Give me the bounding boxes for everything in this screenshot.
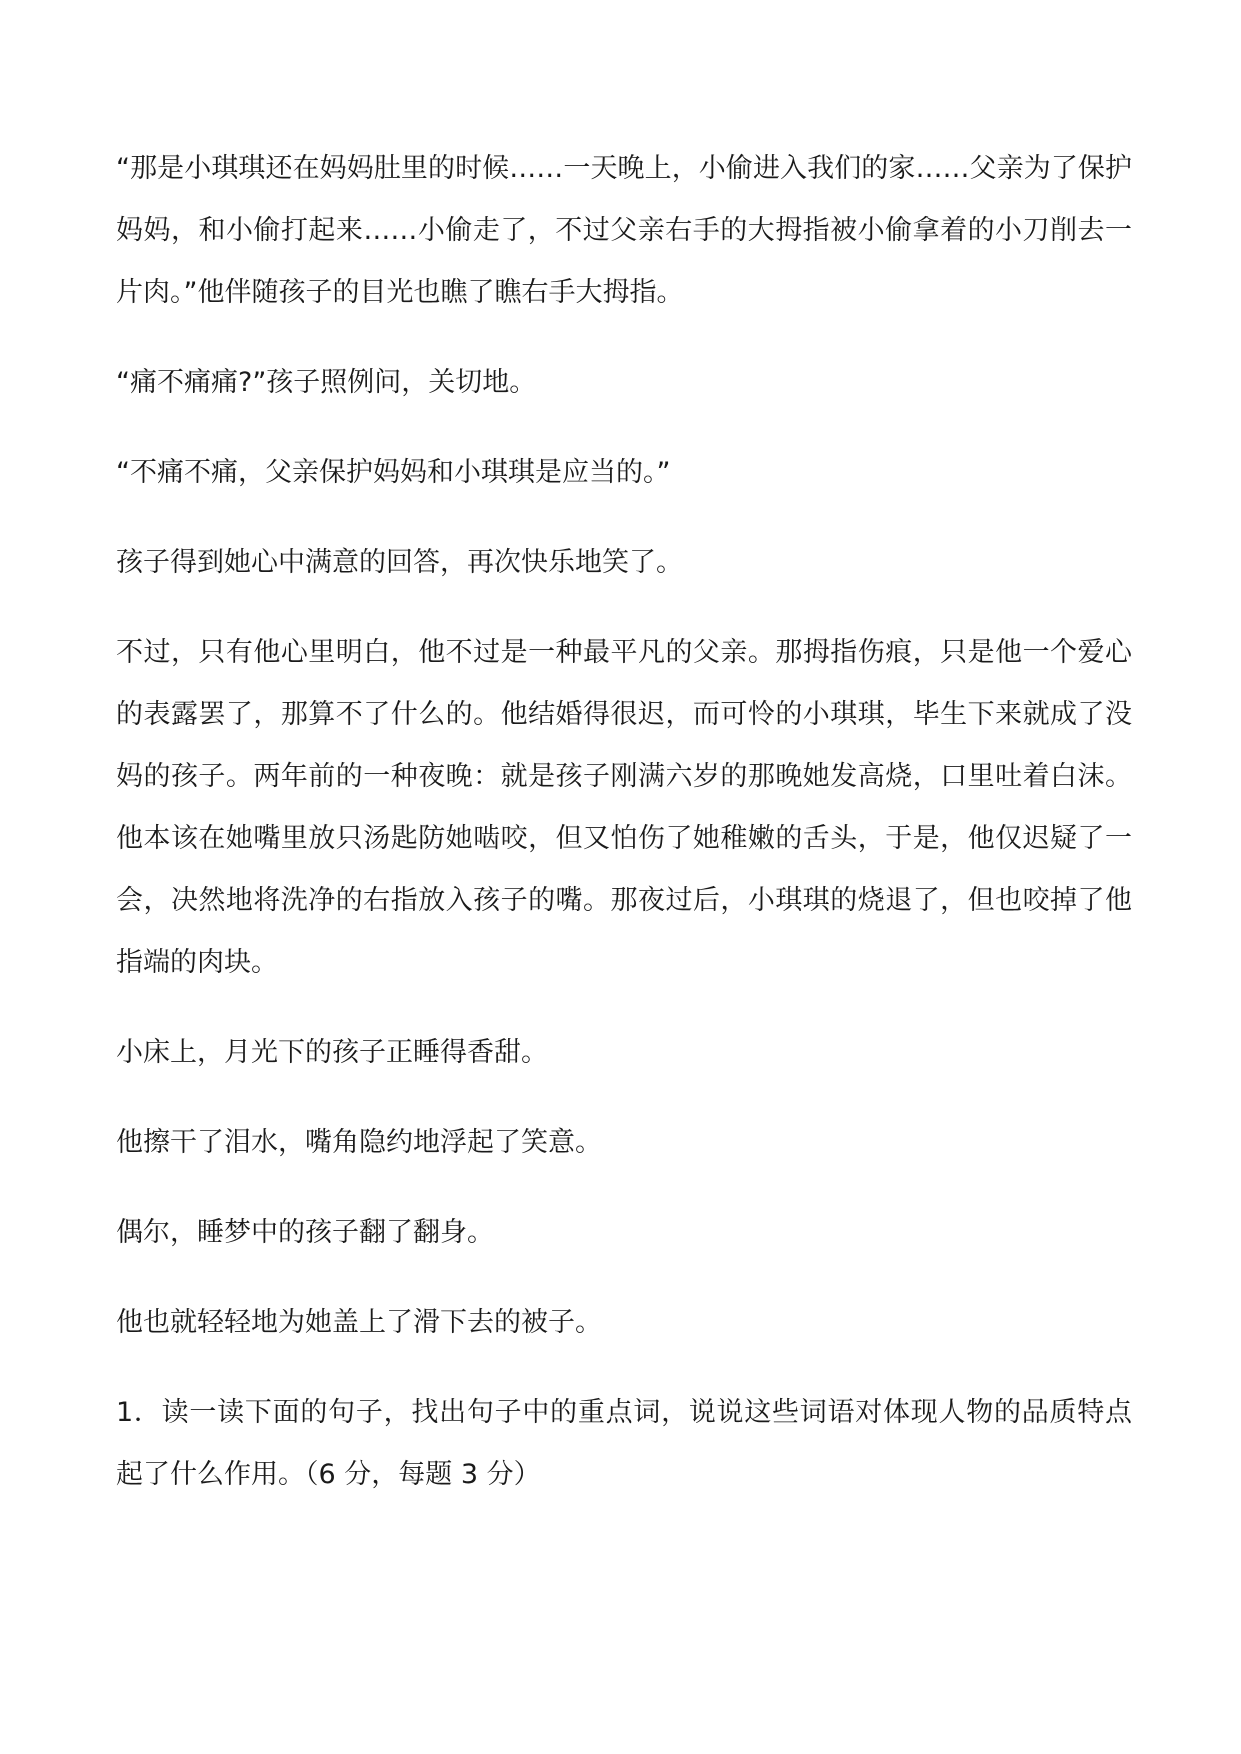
paragraph-covers-quilt: 他也就轻轻地为她盖上了滑下去的被子。 bbox=[116, 1307, 602, 1338]
paragraph-sleeping-child: 小床上，月光下的孩子正睡得香甜。 bbox=[116, 1037, 548, 1068]
paragraph-child-turns: 偶尔，睡梦中的孩子翻了翻身。 bbox=[116, 1217, 494, 1248]
paragraph-father-answer: “不痛不痛，父亲保护妈妈和小琪琪是应当的。” bbox=[116, 457, 671, 488]
paragraph-truth: 不过，只有他心里明白，他不过是一种最平凡的父亲。那拇指伤痕，只是他一个爱心的表露罢了，那算不了什么的。他结婚得很迟，而可怜的小琪琪，毕生下来就成了没妈的孩子。两年前的一种夜晚：就是孩子刚满六岁的那晚她发高烧，口里吐着白沫。他本该在她嘴里放只汤匙防她啮咬，但又怕伤了她稚嫩的舌头，于是，他仅迟疑了一会，决然地将洗净的右指放入孩子的嘴。那夜过后，小琪琪的烧退了，但也咬掉了他指端的肉块。 bbox=[116, 637, 1132, 978]
paragraph-child-question: “痛不痛痛?”孩子照例问，关切地。 bbox=[116, 367, 537, 398]
paragraph-child-laughs: 孩子得到她心中满意的回答，再次快乐地笑了。 bbox=[116, 547, 683, 578]
document-page bbox=[116, 138, 1132, 1534]
paragraph-story-thumb: “那是小琪琪还在妈妈肚里的时候……一天晚上，小偷进入我们的家……父亲为了保护妈妈，和小偷打起来……小偷走了，不过父亲右手的大拇指被小偷拿着的小刀削去一片肉。”他伴随孩子的目光也瞧了瞧右手大拇指。 bbox=[116, 153, 1132, 308]
paragraph-wipes-tears: 他擦干了泪水，嘴角隐约地浮起了笑意。 bbox=[116, 1127, 602, 1158]
question-1: 1．读一读下面的句子，找出句子中的重点词，说说这些词语对体现人物的品质特点起了什么作用。（6 分，每题 3 分） bbox=[116, 1397, 1132, 1490]
